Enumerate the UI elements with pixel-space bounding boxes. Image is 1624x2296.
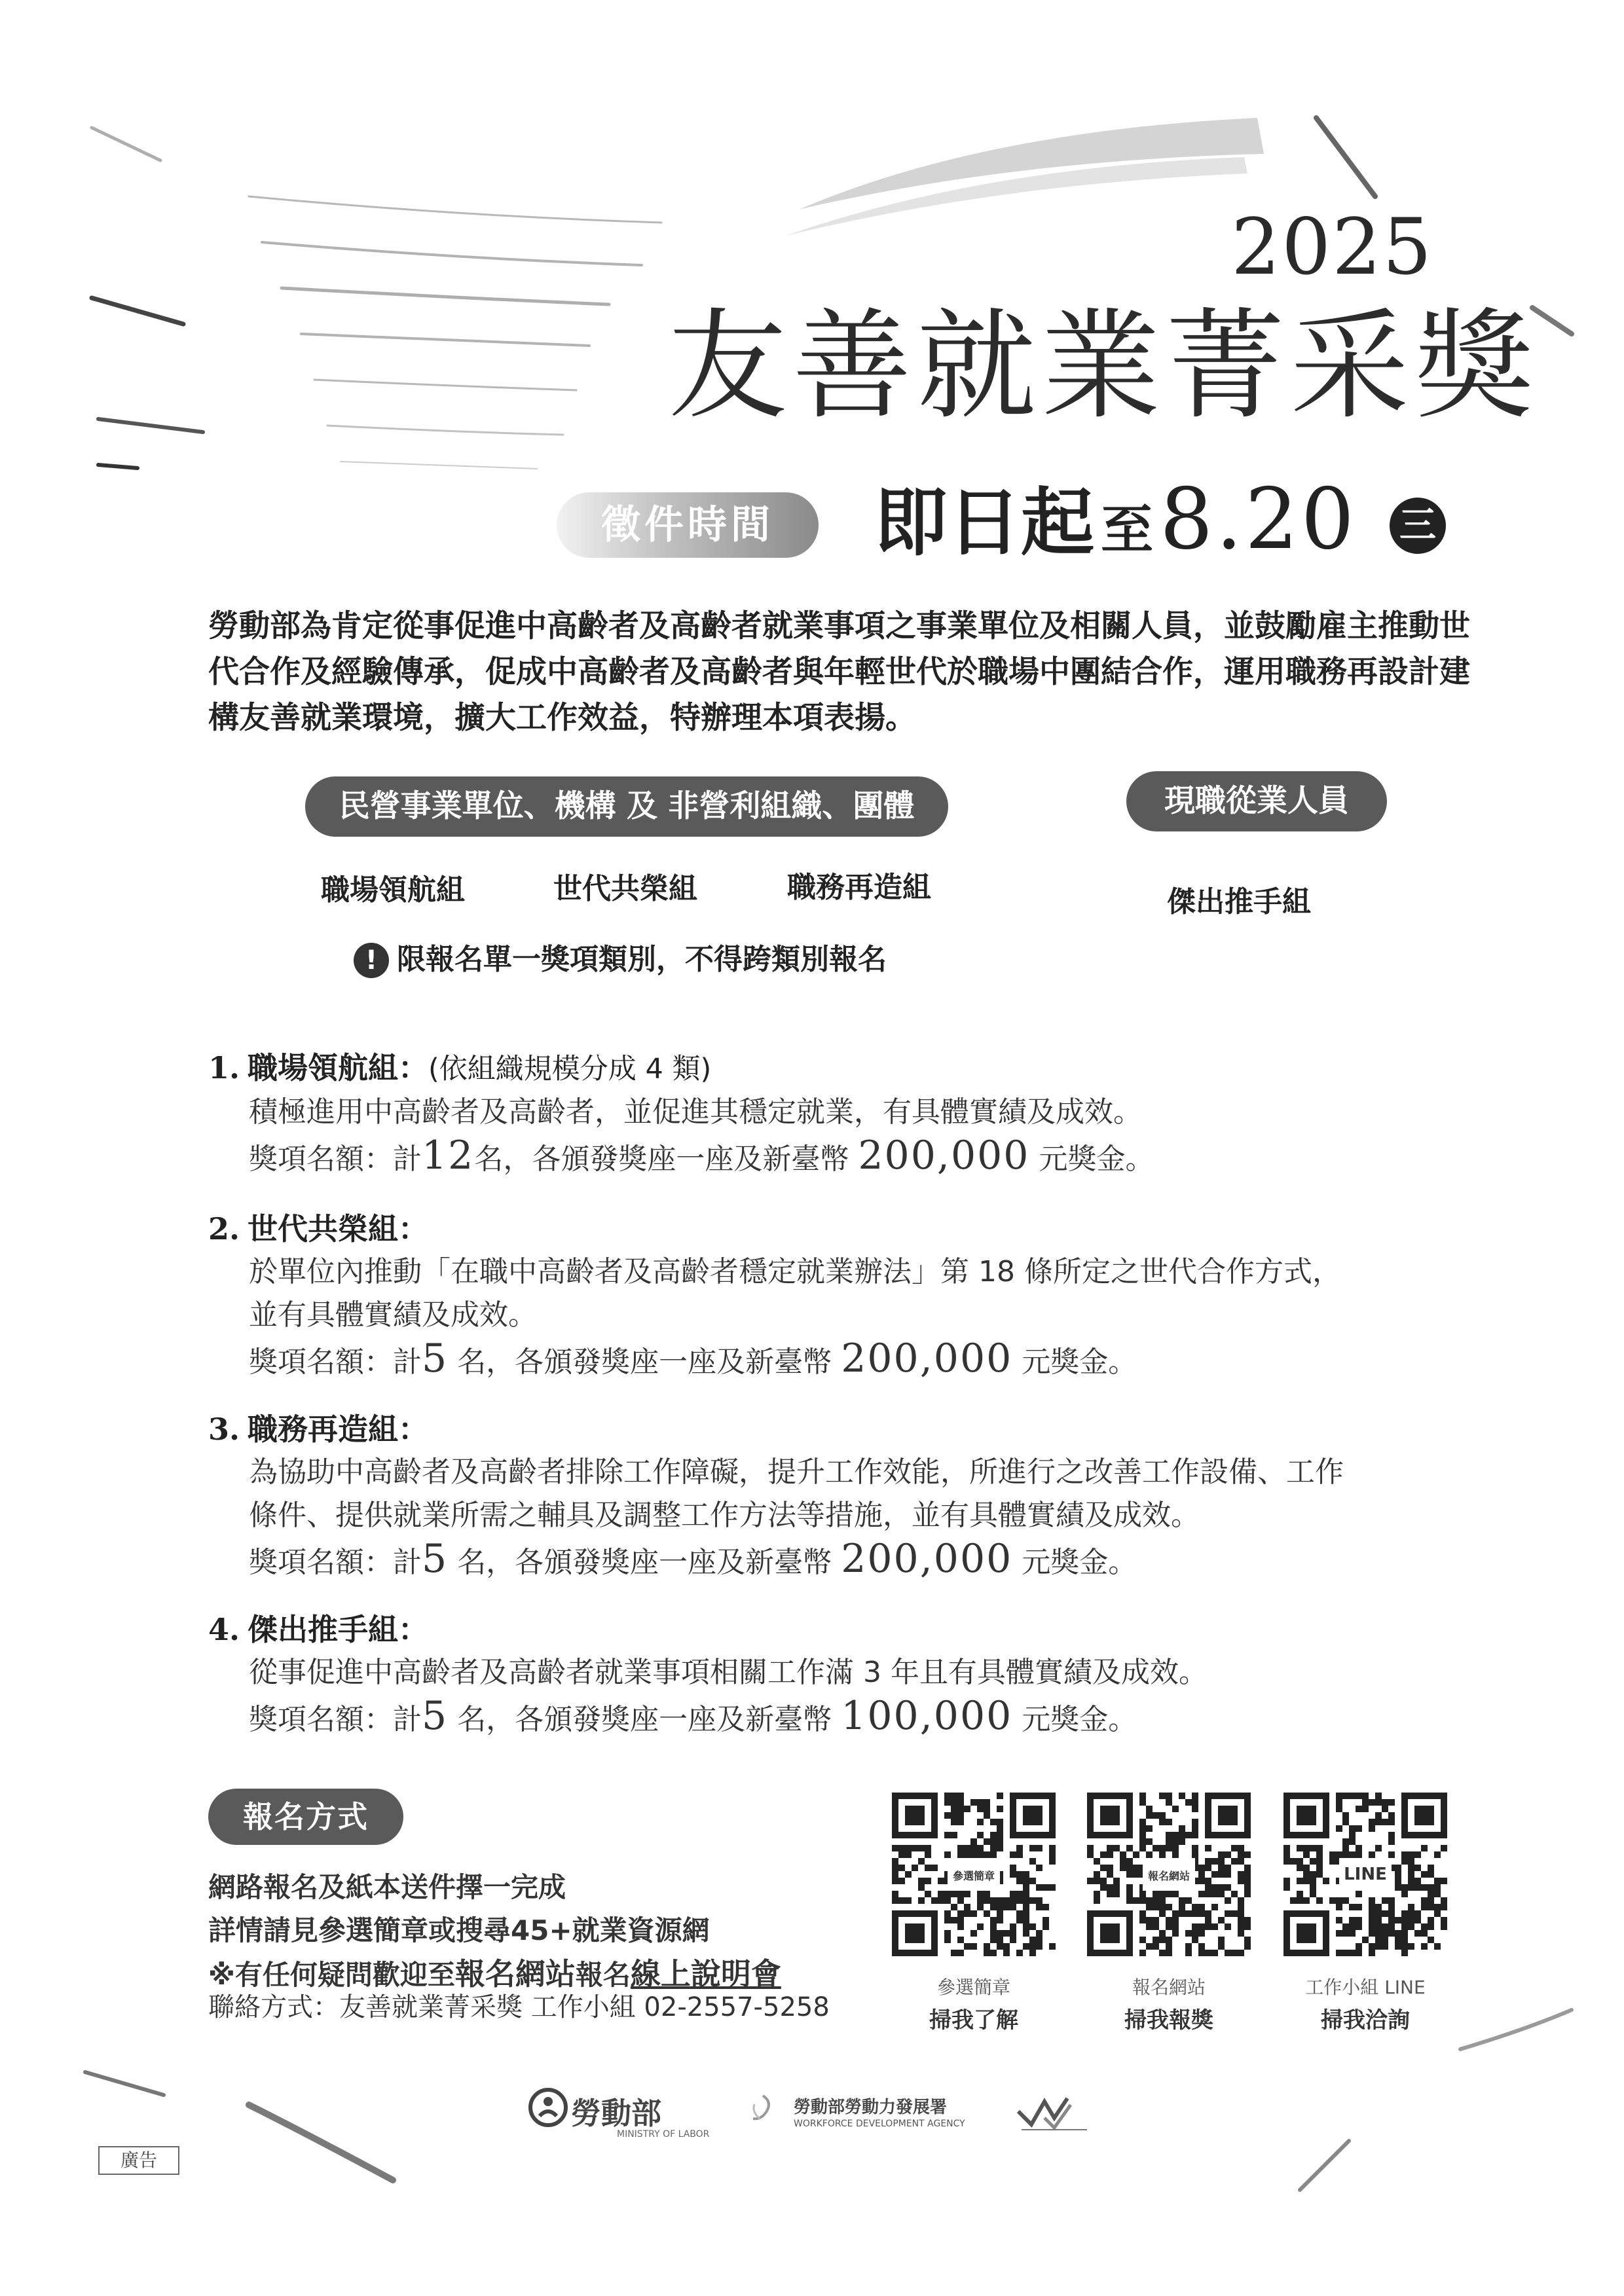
award-count: 5 <box>422 1536 449 1582</box>
period-start: 即日起 <box>874 481 1094 566</box>
submission-period <box>874 471 1357 568</box>
award-amount: 100,000 <box>841 1693 1013 1739</box>
award-amount: 200,000 <box>858 1133 1030 1178</box>
section-description: 積極進用中高齡者及高齡者，並促進其穩定就業，有具體實績及成效。 <box>249 1095 1142 1129</box>
award-amount: 200,000 <box>841 1336 1013 1381</box>
qr-code-line[interactable] <box>1283 1793 1447 1959</box>
award-amount: 200,000 <box>841 1536 1013 1582</box>
period-weekday-badge: 三 <box>1390 498 1446 554</box>
award-count: 12 <box>422 1133 475 1178</box>
section-description: 為協助中高齡者及高齡者排除工作障礙，提升工作效能，所進行之改善工作設備、工作 <box>249 1455 1344 1489</box>
qr-code-registration-site[interactable] <box>1087 1793 1251 1959</box>
section-description: 條件、提供就業所需之輔具及調整工作方法等措施，並有具體實績及成效。 <box>249 1499 1200 1532</box>
qr-brochure-label: 參選簡章 <box>936 1977 1010 1998</box>
section-description: 並有具體實績及成效。 <box>249 1298 537 1332</box>
section-heading <box>208 1046 1472 1091</box>
section-heading <box>208 1608 1472 1651</box>
ministry-logo-icon <box>528 2087 568 2128</box>
registration-line-1: 網路報名及紙本送件擇一完成 <box>208 1871 566 1903</box>
ministry-name-en: MINISTRY OF LABOR <box>617 2129 710 2140</box>
intro-paragraph: 勞動部為肯定從事促進中高齡者及高齡者就業事項之事業單位及相關人員，並鼓勵雇主推動世代合作及經驗傳承，促成中高齡者及高齡者與年輕世代於職場中團結合作，運用職務再設計建構友善就業環境，擴大工作效益，特辦理本項表揚。 <box>208 608 1470 736</box>
award-suffix: 元獎金。 <box>1022 1546 1137 1579</box>
qr-code-brochure[interactable] <box>892 1793 1056 1959</box>
registration-line-3-mid: 報名 <box>575 1959 631 1991</box>
award-title: 友善就業菁采獎 <box>668 297 1539 435</box>
group-generation-coprosperity: 世代共榮組 <box>553 872 697 905</box>
registration-label: 報名方式 <box>208 1789 403 1845</box>
section-outstanding-promoter <box>208 1608 1472 1741</box>
award-mid: 名，各頒發獎座一座及新臺幣 <box>457 1703 832 1736</box>
award-prefix: 獎項名額：計 <box>249 1142 422 1176</box>
submission-period-label: 徵件時間 <box>557 492 819 558</box>
registration-info <box>208 1866 929 1997</box>
qr-line-label: 工作小組 LINE <box>1305 1977 1426 1998</box>
section-description: 從事促進中高齡者及高齡者就業事項相關工作滿 3 年且有具體實績及成效。 <box>249 1656 1208 1689</box>
registration-line-3-prefix: ※有任何疑問歡迎至 <box>208 1959 455 1991</box>
contact-info <box>208 1986 830 2024</box>
section-note: (依組織規模分成 4 類) <box>428 1053 712 1085</box>
staff-category-label: 現職從業人員 <box>1126 771 1387 831</box>
section-description: 於單位內推動「在職中高齡者及高齡者穩定就業辦法」第 18 條所定之世代合作方式， <box>249 1255 1341 1288</box>
section-job-redesign <box>208 1408 1472 1584</box>
group-job-redesign: 職務再造組 <box>787 871 931 904</box>
award-prefix: 獎項名額：計 <box>249 1345 422 1379</box>
section-number: 4. <box>208 1612 240 1647</box>
section-heading <box>208 1207 1472 1250</box>
qr-brochure-cta: 掃我了解 <box>929 2007 1018 2033</box>
award-mid: 名，各頒發獎座一座及新臺幣 <box>457 1546 832 1579</box>
section-title: 傑出推手組： <box>248 1612 429 1647</box>
award-prefix: 獎項名額：計 <box>249 1546 422 1579</box>
svg-text:報名網站: 報名網站 <box>1147 1870 1190 1882</box>
agency-name: 勞動部勞動力發展署 <box>794 2098 948 2117</box>
section-number: 1. <box>208 1050 240 1085</box>
award-mid: 名，各頒發獎座一座及新臺幣 <box>457 1345 832 1379</box>
award-suffix: 元獎金。 <box>1022 1703 1137 1736</box>
svg-text:LINE: LINE <box>1344 1865 1387 1884</box>
advertisement-label: 廣告 <box>98 2146 179 2175</box>
award-suffix: 元獎金。 <box>1039 1142 1154 1176</box>
agency-name-en: WORKFORCE DEVELOPMENT AGENCY <box>794 2119 965 2129</box>
award-prefix: 獎項名額：計 <box>249 1703 422 1736</box>
section-award <box>208 1337 1472 1384</box>
online-briefing-link[interactable]: 線上說明會 <box>630 1956 781 1992</box>
period-end-date: 8.20 <box>1160 471 1357 568</box>
contact-value: 友善就業菁采獎 工作小組 02-2557-5258 <box>339 1992 830 2022</box>
section-award <box>208 1537 1472 1584</box>
award-count: 5 <box>422 1693 449 1739</box>
qr-registration-label: 報名網站 <box>1132 1977 1206 1998</box>
award-suffix: 元獎金。 <box>1022 1345 1137 1379</box>
partner-logo-icon <box>1015 2092 1094 2131</box>
registration-line-2: 詳情請見參選簡章或搜尋45+就業資源網 <box>208 1914 710 1946</box>
group-outstanding-promoter: 傑出推手組 <box>1167 885 1311 919</box>
svg-text:參選簡章: 參選簡章 <box>952 1870 995 1882</box>
section-award <box>208 1134 1472 1181</box>
section-workplace-leader <box>208 1046 1472 1181</box>
section-award <box>208 1694 1472 1741</box>
section-title: 職務再造組： <box>248 1412 429 1447</box>
section-title: 世代共榮組： <box>248 1211 429 1247</box>
registration-site-link[interactable]: 報名網站 <box>454 1956 576 1992</box>
section-generation-coprosperity <box>208 1207 1472 1384</box>
ministry-name: 勞動部 <box>571 2096 661 2131</box>
period-to: 至 <box>1101 500 1153 560</box>
section-number: 2. <box>208 1211 240 1247</box>
registration-warning: 限報名單一獎項類別，不得跨類別報名 <box>397 943 887 976</box>
contact-label: 聯絡方式： <box>208 1992 339 2022</box>
qr-line-cta: 掃我洽詢 <box>1321 2007 1410 2033</box>
exclamation-icon: ! <box>354 943 389 978</box>
award-count: 5 <box>422 1336 449 1381</box>
section-number: 3. <box>208 1412 240 1447</box>
org-category-label: 民營事業單位、機構 及 非營利組織、團體 <box>305 776 948 837</box>
qr-registration-cta: 掃我報獎 <box>1124 2007 1213 2033</box>
group-workplace-leader: 職場領航組 <box>321 873 465 907</box>
agency-logo-icon <box>747 2092 779 2125</box>
award-year: 2025 <box>1231 202 1433 292</box>
section-title: 職場領航組： <box>248 1050 429 1085</box>
award-mid: 名，各頒發獎座一座及新臺幣 <box>474 1142 849 1176</box>
section-heading <box>208 1408 1472 1451</box>
